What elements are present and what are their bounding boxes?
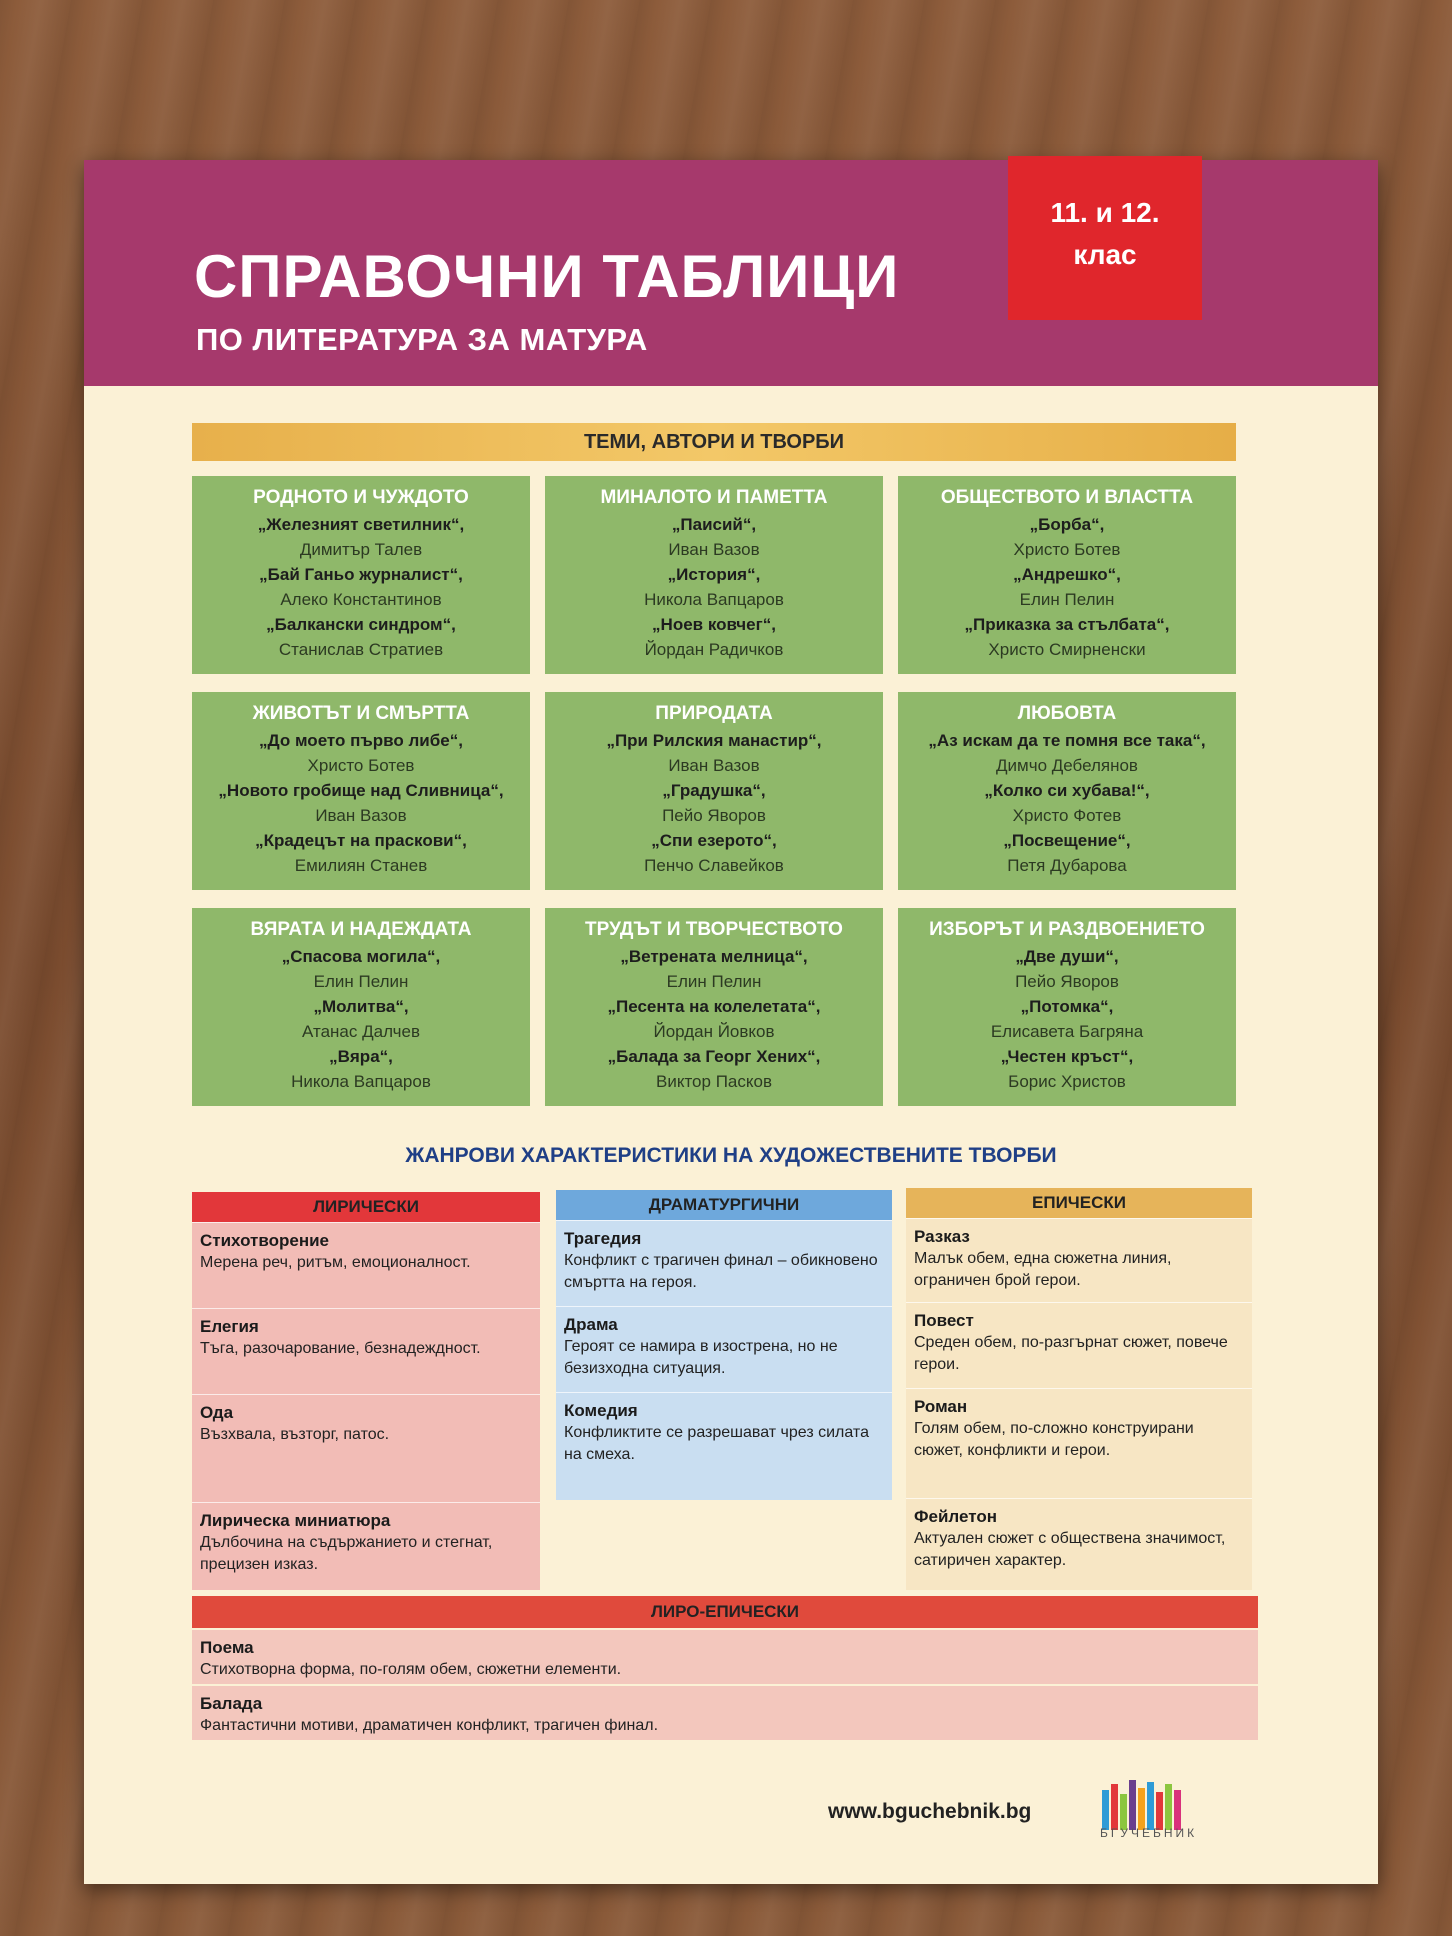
genre-description: Конфликтите се разрешават чрез силата на смеха. bbox=[564, 1424, 869, 1463]
work-author: Станислав Стратиев bbox=[278, 640, 444, 659]
work-title: „История“, bbox=[667, 565, 761, 584]
work-author: Иван Вазов bbox=[668, 540, 760, 559]
work-author: Христо Ботев bbox=[307, 756, 415, 775]
genre-entry bbox=[556, 1392, 892, 1498]
genre-entry bbox=[192, 1630, 1258, 1684]
genre-description: Дълбочина на съдържанието и стегнат, прецизен изказ. bbox=[200, 1534, 493, 1573]
work-title: „Борба“, bbox=[1029, 515, 1105, 534]
work-title: „Градушка“, bbox=[662, 781, 766, 800]
work-author: Атанас Далчев bbox=[302, 1022, 420, 1041]
work-title: „Ветрената мелница“, bbox=[620, 947, 808, 966]
genre-entry bbox=[192, 1308, 540, 1394]
theme-box bbox=[545, 908, 883, 1106]
genre-name: Балада bbox=[200, 1694, 263, 1713]
work-author: Димчо Дебелянов bbox=[996, 756, 1138, 775]
genre-name: Елегия bbox=[200, 1317, 259, 1336]
genres-section-title: ЖАНРОВИ ХАРАКТЕРИСТИКИ НА ХУДОЖЕСТВЕНИТЕ ТВОРБИ bbox=[405, 1144, 1057, 1167]
genre-column-dramatic bbox=[556, 1190, 892, 1500]
work-author: Иван Вазов bbox=[668, 756, 760, 775]
genre-entry bbox=[556, 1306, 892, 1392]
theme-title: ПРИРОДАТА bbox=[655, 703, 773, 724]
genre-name: Стихотворение bbox=[200, 1231, 329, 1250]
work-author: Петя Дубарова bbox=[1007, 856, 1127, 875]
genre-description: Малък обем, една сюжетна линия, ограничен брой герои. bbox=[914, 1250, 1172, 1289]
genre-description: Конфликт с трагичен финал – обикновено смъртта на героя. bbox=[564, 1252, 878, 1291]
theme-title: МИНАЛОТО И ПАМЕТТА bbox=[600, 487, 828, 508]
theme-box bbox=[898, 692, 1236, 890]
theme-box bbox=[898, 908, 1236, 1106]
genre-name: Комедия bbox=[564, 1401, 638, 1420]
work-title: „Крадецът на праскови“, bbox=[255, 831, 467, 850]
work-author: Елин Пелин bbox=[1019, 590, 1115, 609]
grade-line-2: клас bbox=[1073, 239, 1137, 270]
theme-box bbox=[545, 692, 883, 890]
work-author: Алеко Константинов bbox=[280, 590, 442, 609]
work-author: Никола Вапцаров bbox=[644, 590, 784, 609]
work-title: „Вяра“, bbox=[329, 1047, 393, 1066]
genre-name: Фейлетон bbox=[914, 1507, 997, 1526]
lyro-epic-title: ЛИРО-ЕПИЧЕСКИ bbox=[192, 1596, 1258, 1628]
work-title: „Паисий“, bbox=[671, 515, 757, 534]
genre-name: Роман bbox=[914, 1397, 968, 1416]
work-title: „Две души“, bbox=[1015, 947, 1119, 966]
genre-description: Героят се намира в изострена, но не безизходна ситуация. bbox=[564, 1338, 838, 1377]
genre-description: Актуален сюжет с обществена значимост, сатиричен характер. bbox=[914, 1530, 1226, 1569]
work-title: „Приказка за стълбата“, bbox=[964, 615, 1170, 634]
work-author: Иван Вазов bbox=[315, 806, 407, 825]
genre-name: Драма bbox=[564, 1315, 618, 1334]
logo-text: БГУЧЕБНИК bbox=[1100, 1826, 1198, 1840]
work-title: „Песента на колелетата“, bbox=[607, 997, 821, 1016]
work-title: „Честен кръст“, bbox=[1000, 1047, 1134, 1066]
website-link[interactable]: www.bguchebnik.bg bbox=[828, 1800, 1032, 1823]
work-author: Емилиян Станев bbox=[294, 856, 428, 875]
work-title: „Спи езерото“, bbox=[651, 831, 777, 850]
work-title: „Аз искам да те помня все така“, bbox=[928, 731, 1206, 750]
genre-name: Лирическа миниатюра bbox=[200, 1511, 391, 1530]
theme-box bbox=[545, 476, 883, 674]
genre-description: Фантастични мотиви, драматичен конфликт, трагичен финал. bbox=[200, 1717, 659, 1734]
theme-title: ВЯРАТА И НАДЕЖДАТА bbox=[250, 919, 472, 940]
genre-column-title: ДРАМАТУРГИЧНИ bbox=[556, 1190, 892, 1220]
work-author: Елин Пелин bbox=[666, 972, 762, 991]
genre-column-epic bbox=[906, 1188, 1252, 1590]
grade-badge bbox=[1008, 156, 1202, 320]
genre-description: Стихотворна форма, по-голям обем, сюжетни елементи. bbox=[200, 1661, 622, 1678]
genre-entry bbox=[192, 1502, 540, 1588]
work-author: Елин Пелин bbox=[313, 972, 409, 991]
genre-description: Голям обем, по-сложно конструирани сюжет, конфликти и герои. bbox=[914, 1420, 1194, 1459]
work-title: „Ноев ковчег“, bbox=[652, 615, 776, 634]
genre-name: Трагедия bbox=[564, 1229, 642, 1248]
work-title: „Колко си хубава!“, bbox=[984, 781, 1150, 800]
reference-sheet bbox=[84, 160, 1378, 1884]
work-title: „Балкански синдром“, bbox=[266, 615, 456, 634]
genre-entry bbox=[906, 1218, 1252, 1302]
genre-entry bbox=[192, 1686, 1258, 1740]
work-title: „Балада за Георг Хених“, bbox=[607, 1047, 821, 1066]
genre-entry bbox=[192, 1394, 540, 1502]
genre-description: Тъга, разочарование, безнадеждност. bbox=[200, 1340, 481, 1357]
genre-description: Среден обем, по-разгърнат сюжет, повече герои. bbox=[914, 1334, 1228, 1373]
work-title: „Потомка“, bbox=[1020, 997, 1114, 1016]
work-title: „Андрешко“, bbox=[1013, 565, 1121, 584]
genre-description: Мерена реч, ритъм, емоционалност. bbox=[200, 1254, 471, 1271]
genre-column-title: ЕПИЧЕСКИ bbox=[906, 1188, 1252, 1218]
work-author: Христо Смирненски bbox=[988, 640, 1146, 659]
themes-grid bbox=[192, 476, 1236, 1110]
theme-box bbox=[192, 692, 530, 890]
theme-box bbox=[192, 908, 530, 1106]
genre-name: Разказ bbox=[914, 1227, 970, 1246]
theme-title: ТРУДЪТ И ТВОРЧЕСТВОТО bbox=[585, 919, 843, 940]
work-title: „Спасова могила“, bbox=[281, 947, 441, 966]
theme-title: ЖИВОТЪТ И СМЪРТТА bbox=[252, 703, 470, 724]
grade-line-1: 11. и 12. bbox=[1050, 197, 1160, 228]
genre-entry bbox=[192, 1222, 540, 1308]
work-author: Пенчо Славейков bbox=[644, 856, 784, 875]
genre-name: Ода bbox=[200, 1403, 234, 1422]
work-author: Никола Вапцаров bbox=[291, 1072, 431, 1091]
work-author: Йордан Радичков bbox=[644, 640, 784, 659]
genre-column-lyric bbox=[192, 1192, 540, 1590]
theme-title: ИЗБОРЪТ И РАЗДВОЕНИЕТО bbox=[929, 919, 1205, 940]
work-author: Пейо Яворов bbox=[662, 806, 766, 825]
theme-box bbox=[192, 476, 530, 674]
work-title: „Железният светилник“, bbox=[257, 515, 465, 534]
work-title: „При Рилския манастир“, bbox=[606, 731, 822, 750]
work-author: Христо Ботев bbox=[1013, 540, 1121, 559]
work-title: „Посвещение“, bbox=[1003, 831, 1131, 850]
work-author: Димитър Талев bbox=[299, 540, 423, 559]
genre-entry bbox=[906, 1498, 1252, 1590]
work-title: „До моето първо либе“, bbox=[259, 731, 463, 750]
work-title: „Молитва“, bbox=[313, 997, 409, 1016]
genre-entry bbox=[906, 1302, 1252, 1388]
genre-name: Поема bbox=[200, 1638, 254, 1657]
work-author: Йордан Йовков bbox=[653, 1022, 775, 1041]
genre-entry bbox=[556, 1220, 892, 1306]
work-title: „Бай Ганьо журналист“, bbox=[259, 565, 463, 584]
theme-title: РОДНОТО И ЧУЖДОТО bbox=[253, 487, 469, 508]
theme-title: ЛЮБОВТА bbox=[1017, 703, 1117, 724]
work-title: „Новото гробище над Сливница“, bbox=[218, 781, 504, 800]
theme-title: ОБЩЕСТВОТО И ВЛАСТТА bbox=[940, 487, 1194, 508]
page-subtitle: ПО ЛИТЕРАТУРА ЗА МАТУРА bbox=[196, 322, 648, 357]
themes-section-title: ТЕМИ, АВТОРИ И ТВОРБИ bbox=[192, 423, 1236, 461]
genre-entry bbox=[906, 1388, 1252, 1498]
genre-column-title: ЛИРИЧЕСКИ bbox=[192, 1192, 540, 1222]
work-author: Христо Фотев bbox=[1012, 806, 1122, 825]
work-author: Виктор Пасков bbox=[656, 1072, 772, 1091]
work-author: Елисавета Багряна bbox=[990, 1022, 1144, 1041]
genre-description: Възхвала, възторг, патос. bbox=[200, 1426, 390, 1443]
theme-box bbox=[898, 476, 1236, 674]
genre-name: Повест bbox=[914, 1311, 974, 1330]
work-author: Пейо Яворов bbox=[1015, 972, 1119, 991]
page-title: СПРАВОЧНИ ТАБЛИЦИ bbox=[194, 243, 900, 310]
work-author: Борис Христов bbox=[1008, 1072, 1126, 1091]
